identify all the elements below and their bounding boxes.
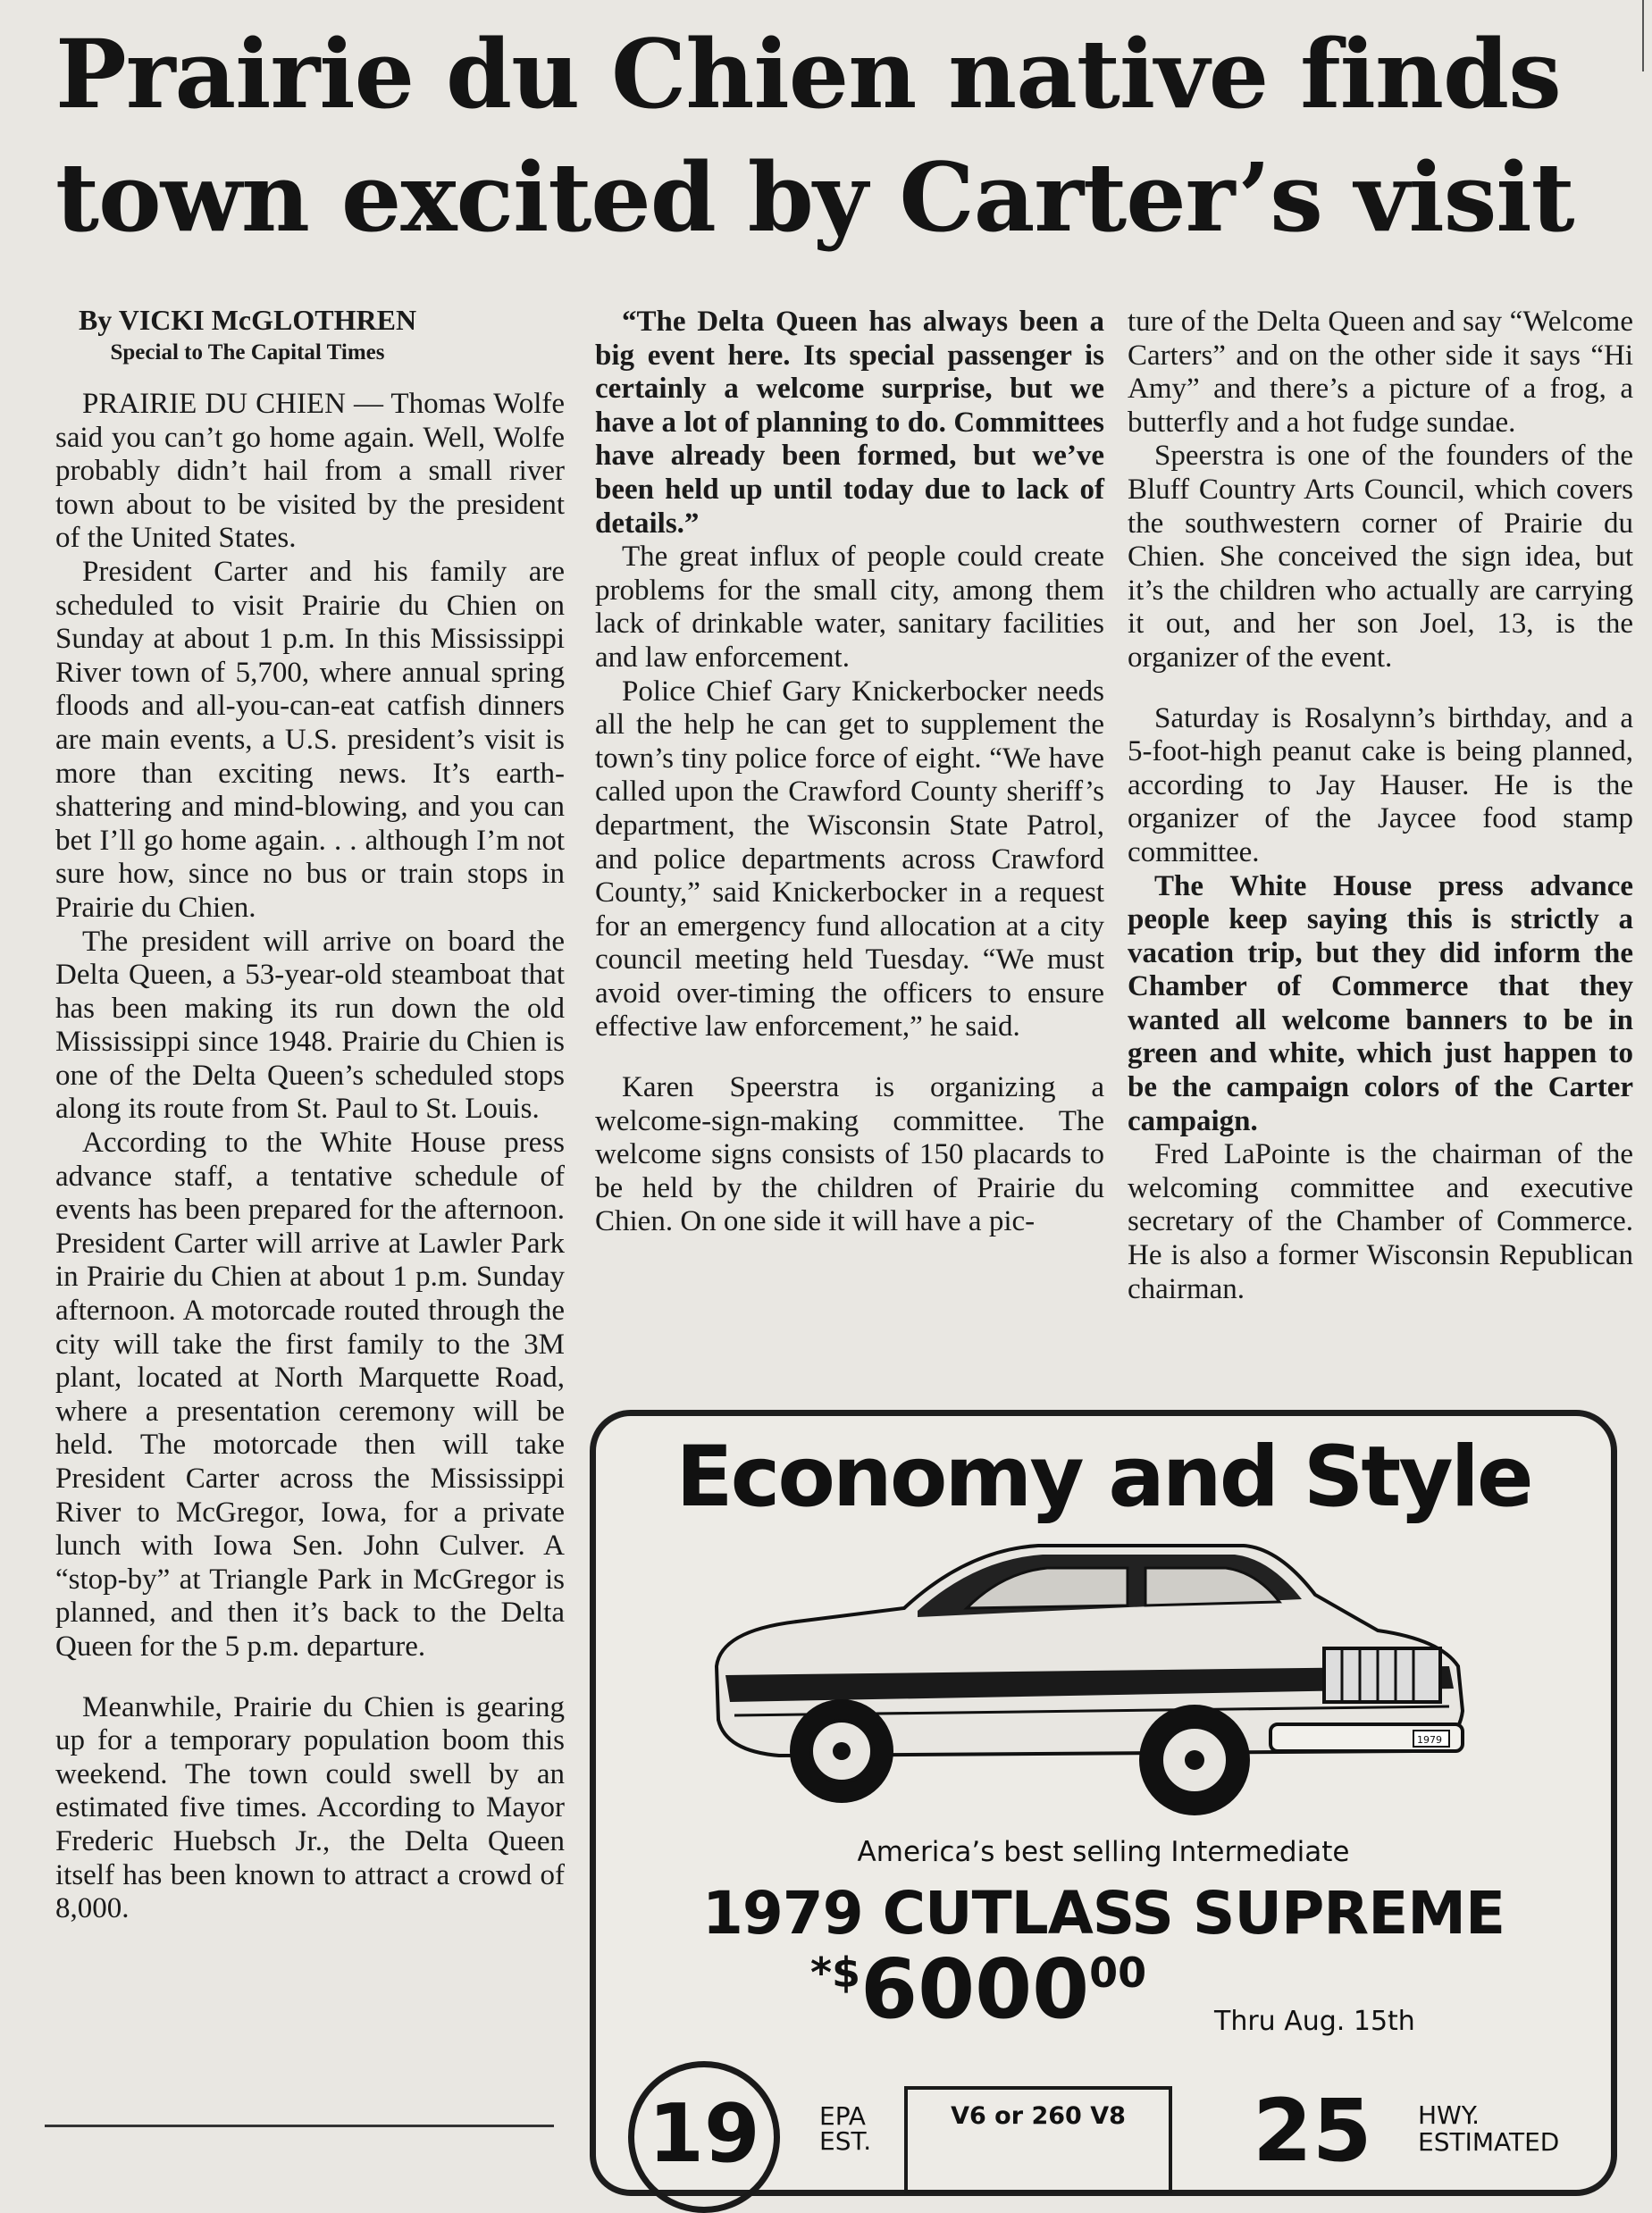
price-main: 6000 [860,1941,1090,2037]
epa-label: EPA EST. [819,2101,872,2156]
price-cents: 00 [1089,1949,1147,1997]
paragraph: The great influx of people could create problems for the small city, among them lack of drinkable water, sanitary facilities and law enforcement. [595,541,1104,674]
paragraph: Fred LaPointe is the chairman of the welcoming committee and executive secretary of the Chamber of Commerce. He is also a former Wisconsin Republican chairman. [1128,1138,1633,1305]
engine-options: V6 or 260 V8 [904,2086,1172,2193]
paragraph: Karen Speerstra is organizing a welcome-sign-making committee. The welcome signs consists of 150 placards to be held by the children of Prairie du Chien. On one side it will have a pic- [595,1071,1104,1238]
ad-tagline: America’s best selling Intermediate [857,1836,1350,1868]
paragraph: The White House press advance people keep saying this is strictly a vacation trip, but they did inform the Chamber of Commerce that they wanted all welcome banners to be in green and white, which just happen to be the campaign colors of the Carter campaign. [1128,869,1633,1137]
byline-credit: Special to The Capital Times [110,340,385,365]
column-rule [45,2125,554,2127]
price-prefix: *$ [810,1949,861,1997]
paragraph: Police Chief Gary Knickerbocker needs all the help he can get to supplement the town’s tiny police force of eight. “We have called upon the Crawford County sheriff’s department, the Wisconsin State Patrol, and police departments across Crawford County,” said Knickerbocker in a request for an emergency fund allocation at a city council meeting held Tuesday. “We must avoid over-timing the officers to ensure effective law enforcement,” he said. [595,675,1104,1044]
city-mpg: 19 [628,2061,780,2213]
headline [55,13,1628,259]
ad-model: 1979 CUTLASS SUPREME [701,1879,1505,1948]
ad-price [810,1941,1146,2037]
car-advertisement [590,1410,1617,2196]
article-column-2 [595,306,1104,1239]
paragraph: “The Delta Queen has always been a big event here. Its special passenger is certainly a welcome surprise, but we have a lot of planning to do. Committees have already been formed, but we’ve been held up until today due to lack of details.” [595,306,1104,540]
article-column-3 [1128,306,1633,1306]
article-column-1 [55,302,565,1926]
headline-line-2: town excited by Carter’s visit [55,141,1574,253]
price-note: Thru Aug. 15th [1214,2006,1415,2037]
paragraph: Speerstra is one of the founders of the Bluff Country Arts Council, which covers the southwestern corner of Prairie du Chien. She conceived the sign idea, but it’s the children who actually are carrying it out, and her son Joel, 13, is the organizer of the event. [1128,440,1633,674]
paragraph: PRAIRIE DU CHIEN — Thomas Wolfe said you can’t go home again. Well, Wolfe probably didn’t hail from a small river town about to be visited by the president of the United States. [55,388,565,555]
ad-title: Economy and Style [675,1429,1531,1526]
paragraph: Saturday is Rosalynn’s birthday, and a 5-foot-high peanut cake is being planned, according to Jay Hauser. He is the organizer of the Jaycee food stamp committee. [1128,701,1633,868]
license-plate: 1979 [1417,1734,1442,1746]
page-edge-rule [1642,0,1644,71]
headline-line-1: Prairie du Chien native finds [55,18,1561,130]
highway-mpg: 25 [1253,2081,1372,2181]
paragraph: Meanwhile, Prairie du Chien is gearing up for a temporary population boom this weekend. The town could swell by an estimated five times. According to Mayor Frederic Huebsch Jr., the Delta Queen itself has been known to attract a crowd of 8,000. [55,1690,565,1925]
paragraph: The president will arrive on board the Delta Queen, a 53-year-old steamboat that has been making its run down the old Mississippi since 1948. Prairie du Chien is one of the Delta Queen’s scheduled stops along its route from St. Paul to St. Louis. [55,925,565,1126]
paragraph: President Carter and his family are scheduled to visit Prairie du Chien on Sunday at about 1 p.m. In this Mississippi River town of 5,700, where annual spring floods and all-you-can-eat catfish dinners are main events, a U.S. president’s visit is more than exciting news. It’s earth-shattering and mind-blowing, and you can bet I’ll go home again. . . although I’m not sure how, since no bus or train stops in Prairie du Chien. [55,555,565,924]
paragraph: According to the White House press advance staff, a tentative schedule of events has been prepared for the afternoon. President Carter will arrive at Lawler Park in Prairie du Chien at about 1 p.m. Sunday afternoon. A motorcade routed through the city will take the first family to the 3M plant, located at North Marquette Road, where a presentation ceremony will be held. The motorcade then will take President Carter across the Mississippi River to McGregor, Iowa, for a private lunch with Iowa Sen. John Culver. A “stop-by” at Triangle Park in McGregor is planned, and then it’s back to the Delta Queen for the 5 p.m. departure. [55,1127,565,1663]
highway-label: HWY. ESTIMATED [1418,2100,1560,2157]
paragraph: ture of the Delta Queen and say “Welcome Carters” and on the other side it says “Hi Amy” and there’s a picture of a frog, a butterfly and a hot fudge sundae. [1128,306,1633,439]
car-illustration [699,1532,1476,1836]
byline-author: By VICKI McGLOTHREN [78,304,417,336]
